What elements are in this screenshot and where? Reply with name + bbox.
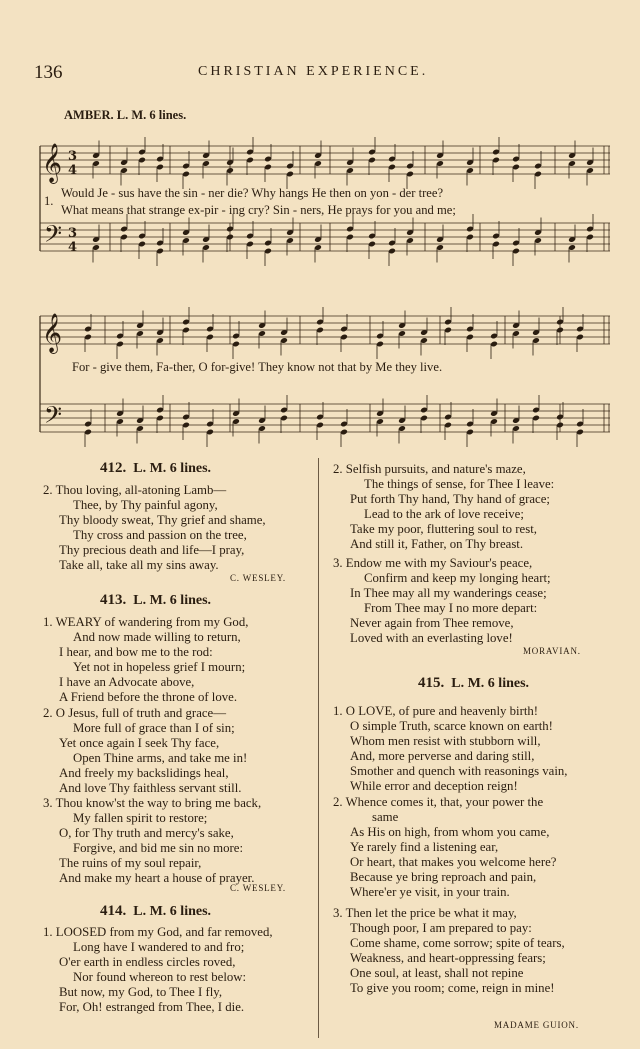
hymn-meter: L. M. 6 lines. <box>133 461 212 476</box>
time-signature: 3 <box>68 226 78 241</box>
bass-clef-icon: 𝄢 <box>44 401 63 434</box>
hymn-meter: L. M. 6 lines. <box>133 593 212 608</box>
hymn-line: Yet once again I seek Thy face, <box>59 736 220 750</box>
hymn-line: More full of grace than I of sin; <box>73 721 235 735</box>
hymn-line: Put forth Thy hand, Thy hand of grace; <box>350 492 550 506</box>
hymn-line: Or heart, that makes you welcome here? <box>350 855 557 869</box>
hymn-line: Weakness, and heart-oppressing fears; <box>350 951 546 965</box>
tune-title: AMBER. L. M. 6 lines. <box>64 108 187 122</box>
hymn-line: But now, my God, to Thee I fly, <box>59 985 223 999</box>
music-lyric-line-1a: Would Je - sus have the sin - ner die? Why hangs He then on yon - der tree? <box>61 186 444 200</box>
hymn-number: 412. <box>100 460 127 476</box>
hymn-author-413: C. WESLEY. <box>230 883 286 893</box>
hymn-line: 3. Then let the price be what it may, <box>333 906 517 920</box>
hymn-line: O, for Thy truth and mercy's sake, <box>59 826 234 840</box>
hymn-line: 1. WEARY of wandering from my God, <box>43 615 249 629</box>
hymn-line: Confirm and keep my longing heart; <box>364 571 551 585</box>
music-verse-number: 1. <box>44 194 54 208</box>
hymn-line: 2. Selfish pursuits, and nature's maze, <box>333 462 526 476</box>
hymn-line: And love Thy faithless servant still. <box>59 781 242 795</box>
hymn-line: While error and deception reign! <box>350 779 518 793</box>
hymn-line: And make my heart a house of prayer. <box>59 871 255 885</box>
hymn-line: And still it, Father, on Thy breast. <box>350 537 524 551</box>
hymn-line: Never again from Thee remove, <box>350 616 514 630</box>
hymn-line: I have an Advocate above, <box>59 675 195 689</box>
treble-clef-icon: 𝄞 <box>42 313 63 353</box>
hymn-line: O'er earth in endless circles roved, <box>59 955 236 969</box>
running-head: CHRISTIAN EXPERIENCE. <box>198 64 429 79</box>
hymn-line: Nor found whereon to rest below: <box>73 970 247 984</box>
hymn-author-415: MADAME GUION. <box>494 1020 579 1030</box>
hymn-line: In Thee may all my wanderings cease; <box>350 586 547 600</box>
hymn-line: Long have I wandered to and fro; <box>73 940 245 954</box>
hymn-line: As His on high, from whom you came, <box>350 825 550 839</box>
hymn-line: Take all, take all my sins away. <box>59 558 219 572</box>
hymn-heading-413 <box>100 592 211 609</box>
hymn-line: The ruins of my soul repair, <box>59 856 202 870</box>
hymn-line: Open Thine arms, and take me in! <box>73 751 248 765</box>
hymn-author-414: MORAVIAN. <box>523 646 581 656</box>
hymn-line: 3. Thou know'st the way to bring me back, <box>43 796 262 810</box>
hymn-author-412: C. WESLEY. <box>230 573 286 583</box>
hymn-line: Though poor, I am prepared to pay: <box>350 921 532 935</box>
hymn-line: Ye rarely find a listening ear, <box>350 840 499 854</box>
hymn-line: Smother and quench with reasonings vain, <box>350 764 568 778</box>
hymn-heading-415 <box>418 675 529 692</box>
music-staves <box>0 0 640 460</box>
hymn-line: Thy precious death and life—I pray, <box>59 543 245 557</box>
bass-clef-icon: 𝄢 <box>44 220 63 253</box>
hymn-line: I hear, and bow me to the rod: <box>59 645 213 659</box>
hymn-line: Thee, by Thy painful agony, <box>73 498 218 512</box>
hymn-line: Come shame, come sorrow; spite of tears, <box>350 936 565 950</box>
hymn-line: And freely my backslidings heal, <box>59 766 229 780</box>
hymn-line: My fallen spirit to restore; <box>73 811 208 825</box>
hymn-line: Thy cross and passion on the tree, <box>73 528 247 542</box>
hymn-line: 1. LOOSED from my God, and far removed, <box>43 925 273 939</box>
treble-clef-icon: 𝄞 <box>42 143 63 183</box>
hymn-line: And, more perverse and daring still, <box>350 749 535 763</box>
music-lyric-line-1b: What means that strange ex-pir - ing cry? Sin - ners, He prays for you and me; <box>61 203 456 217</box>
hymn-line: Where'er ye visit, in your train. <box>350 885 510 899</box>
hymn-line: A Friend before the throne of love. <box>59 690 238 704</box>
music-lyric-line-2: For - give them, Fa-ther, O for-give! They know not that by Me they live. <box>72 360 443 374</box>
hymn-line: 1. O LOVE, of pure and heavenly birth! <box>333 704 539 718</box>
hymn-line: 3. Endow me with my Saviour's peace, <box>333 556 533 570</box>
hymn-line: One soul, at least, shall not repine <box>350 966 524 980</box>
hymn-line: 2. Thou loving, all-atoning Lamb— <box>43 483 227 497</box>
hymn-line: Forgive, and bid me sin no more: <box>73 841 244 855</box>
hymn-line: Yet not in hopeless grief I mourn; <box>73 660 246 674</box>
hymn-heading-412 <box>100 460 211 477</box>
hymn-number: 415. <box>418 675 445 691</box>
hymn-line: 2. Whence comes it, that, your power the <box>333 795 544 809</box>
time-signature: 4 <box>68 240 78 255</box>
page-number: 136 <box>34 62 63 83</box>
hymn-line: For, Oh! estranged from Thee, I die. <box>59 1000 245 1014</box>
hymn-line: Take my poor, fluttering soul to rest, <box>350 522 537 536</box>
hymn-number: 414. <box>100 903 127 919</box>
hymn-line: The things of sense, for Thee I leave: <box>364 477 555 491</box>
hymn-meter: L. M. 6 lines. <box>133 904 212 919</box>
hymn-line: Thy bloody sweat, Thy grief and shame, <box>59 513 266 527</box>
hymn-heading-414 <box>100 903 211 920</box>
hymn-line: Lead to the ark of love receive; <box>364 507 524 521</box>
hymn-line: Because ye bring reproach and pain, <box>350 870 537 884</box>
hymn-line: 2. O Jesus, full of truth and grace— <box>43 706 227 720</box>
hymn-line: same <box>372 810 399 824</box>
hymn-number: 413. <box>100 592 127 608</box>
hymn-line: Whom men resist with stubborn will, <box>350 734 541 748</box>
hymn-line: O simple Truth, scarce known on earth! <box>350 719 553 733</box>
hymn-line: From Thee may I no more depart: <box>364 601 538 615</box>
time-signature: 4 <box>68 163 78 178</box>
hymn-line: To give you room; come, reign in mine! <box>350 981 555 995</box>
hymn-line: And now made willing to return, <box>73 630 241 644</box>
hymn-meter: L. M. 6 lines. <box>451 676 530 691</box>
time-signature: 3 <box>68 149 78 164</box>
column-divider <box>318 458 319 1038</box>
hymn-line: Loved with an everlasting love! <box>350 631 513 645</box>
